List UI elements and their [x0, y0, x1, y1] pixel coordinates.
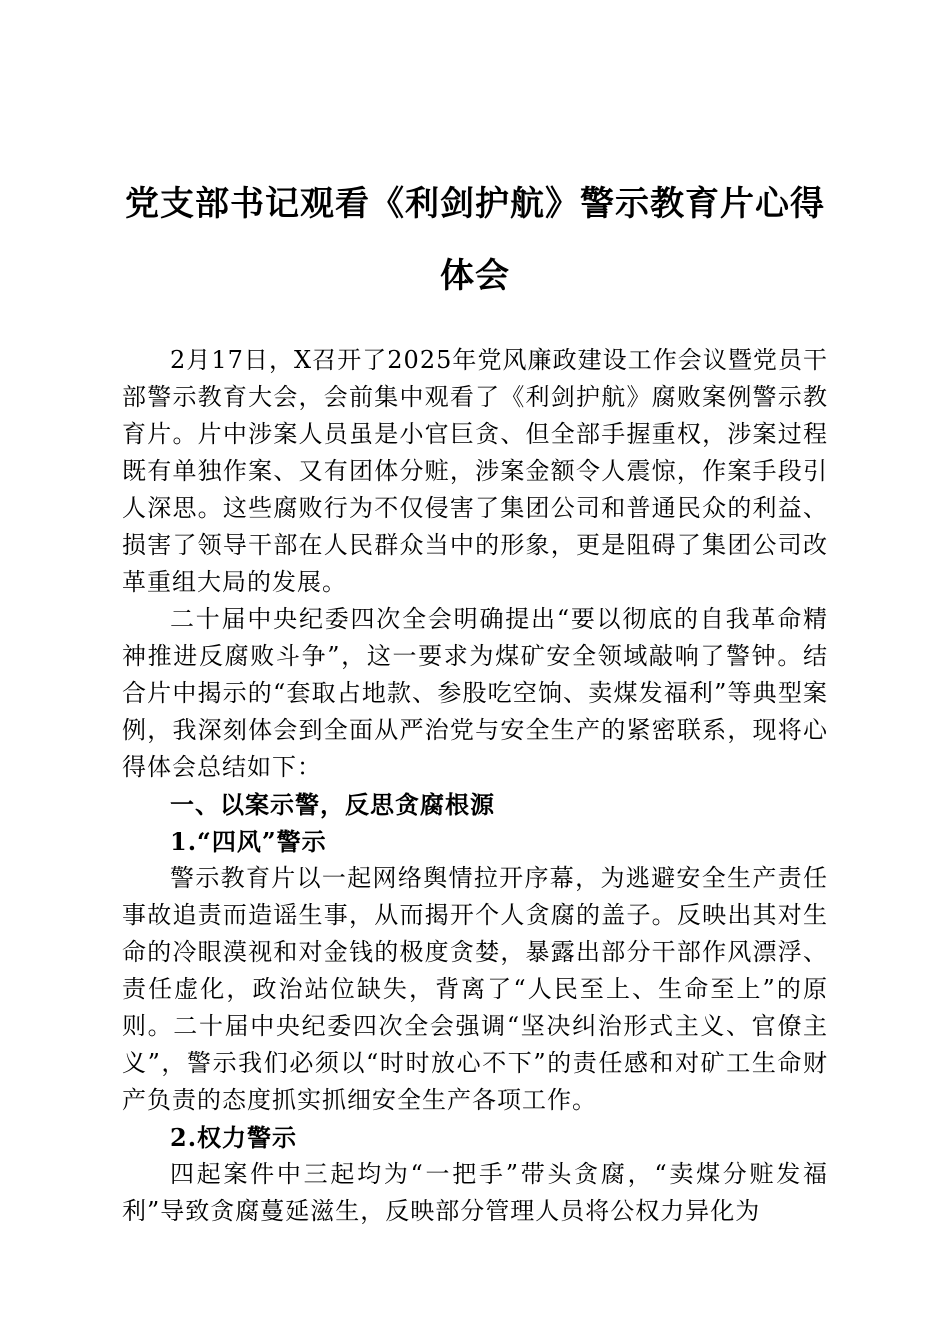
paragraph-intro: 2月17日，X召开了2025年党风廉政建设工作会议暨党员干部警示教育大会，会前集中观看了《利剑护航》腐败案例警示教育片。片中涉案人员虽是小官巨贪、但全部手握重权，涉案过程既有单独作案、又有团体分赃，涉案金额令人震惊，作案手段引人深思。这些腐败行为不仅侵害了集团公司和普通民众的利益、损害了领导干部在人民群众当中的形象，更是阻碍了集团公司改革重组大局的发展。: [122, 346, 828, 596]
subheading-power: 2.权力警示: [170, 1123, 298, 1152]
paragraph-four-styles: 警示教育片以一起网络舆情拉开序幕，为逃避安全生产责任事故追责而造谣生事，从而揭开个人贪腐的盖子。反映出其对生命的冷眼漠视和对金钱的极度贪婪，暴露出部分干部作风漂浮、责任虚化，政治站位缺失，背离了“人民至上、生命至上”的原则。二十届中央纪委四次全会强调“坚决纠治形式主义、官僚主义”，警示我们必须以“时时放心不下”的责任感和对矿工生命财产负责的态度抓实抓细安全生产各项工作。: [122, 864, 828, 1114]
paragraph-power: 四起案件中三起均为“一把手”带头贪腐，“卖煤分赃发福利”导致贪腐蔓延滋生，反映部分管理人员将公权力异化为: [122, 1160, 828, 1225]
subheading-four-styles: 1.“四风”警示: [170, 827, 327, 856]
paragraph-context: 二十届中央纪委四次全会明确提出“要以彻底的自我革命精神推进反腐败斗争”，这一要求为煤矿安全领域敲响了警钟。结合片中揭示的“套取占地款、参股吃空饷、卖煤发福利”等典型案例，我深刻体会到全面从严治党与安全生产的紧密联系，现将心得体会总结如下：: [122, 605, 828, 781]
document-page: [122, 168, 828, 1230]
document-body: [122, 342, 828, 1230]
section-heading-1: 一、以案示警，反思贪腐根源: [170, 790, 495, 819]
document-title: [122, 168, 828, 312]
title-line-2: 体会: [440, 256, 510, 296]
title-line-1: 党支部书记观看《利剑护航》警示教育片心得: [125, 184, 825, 224]
